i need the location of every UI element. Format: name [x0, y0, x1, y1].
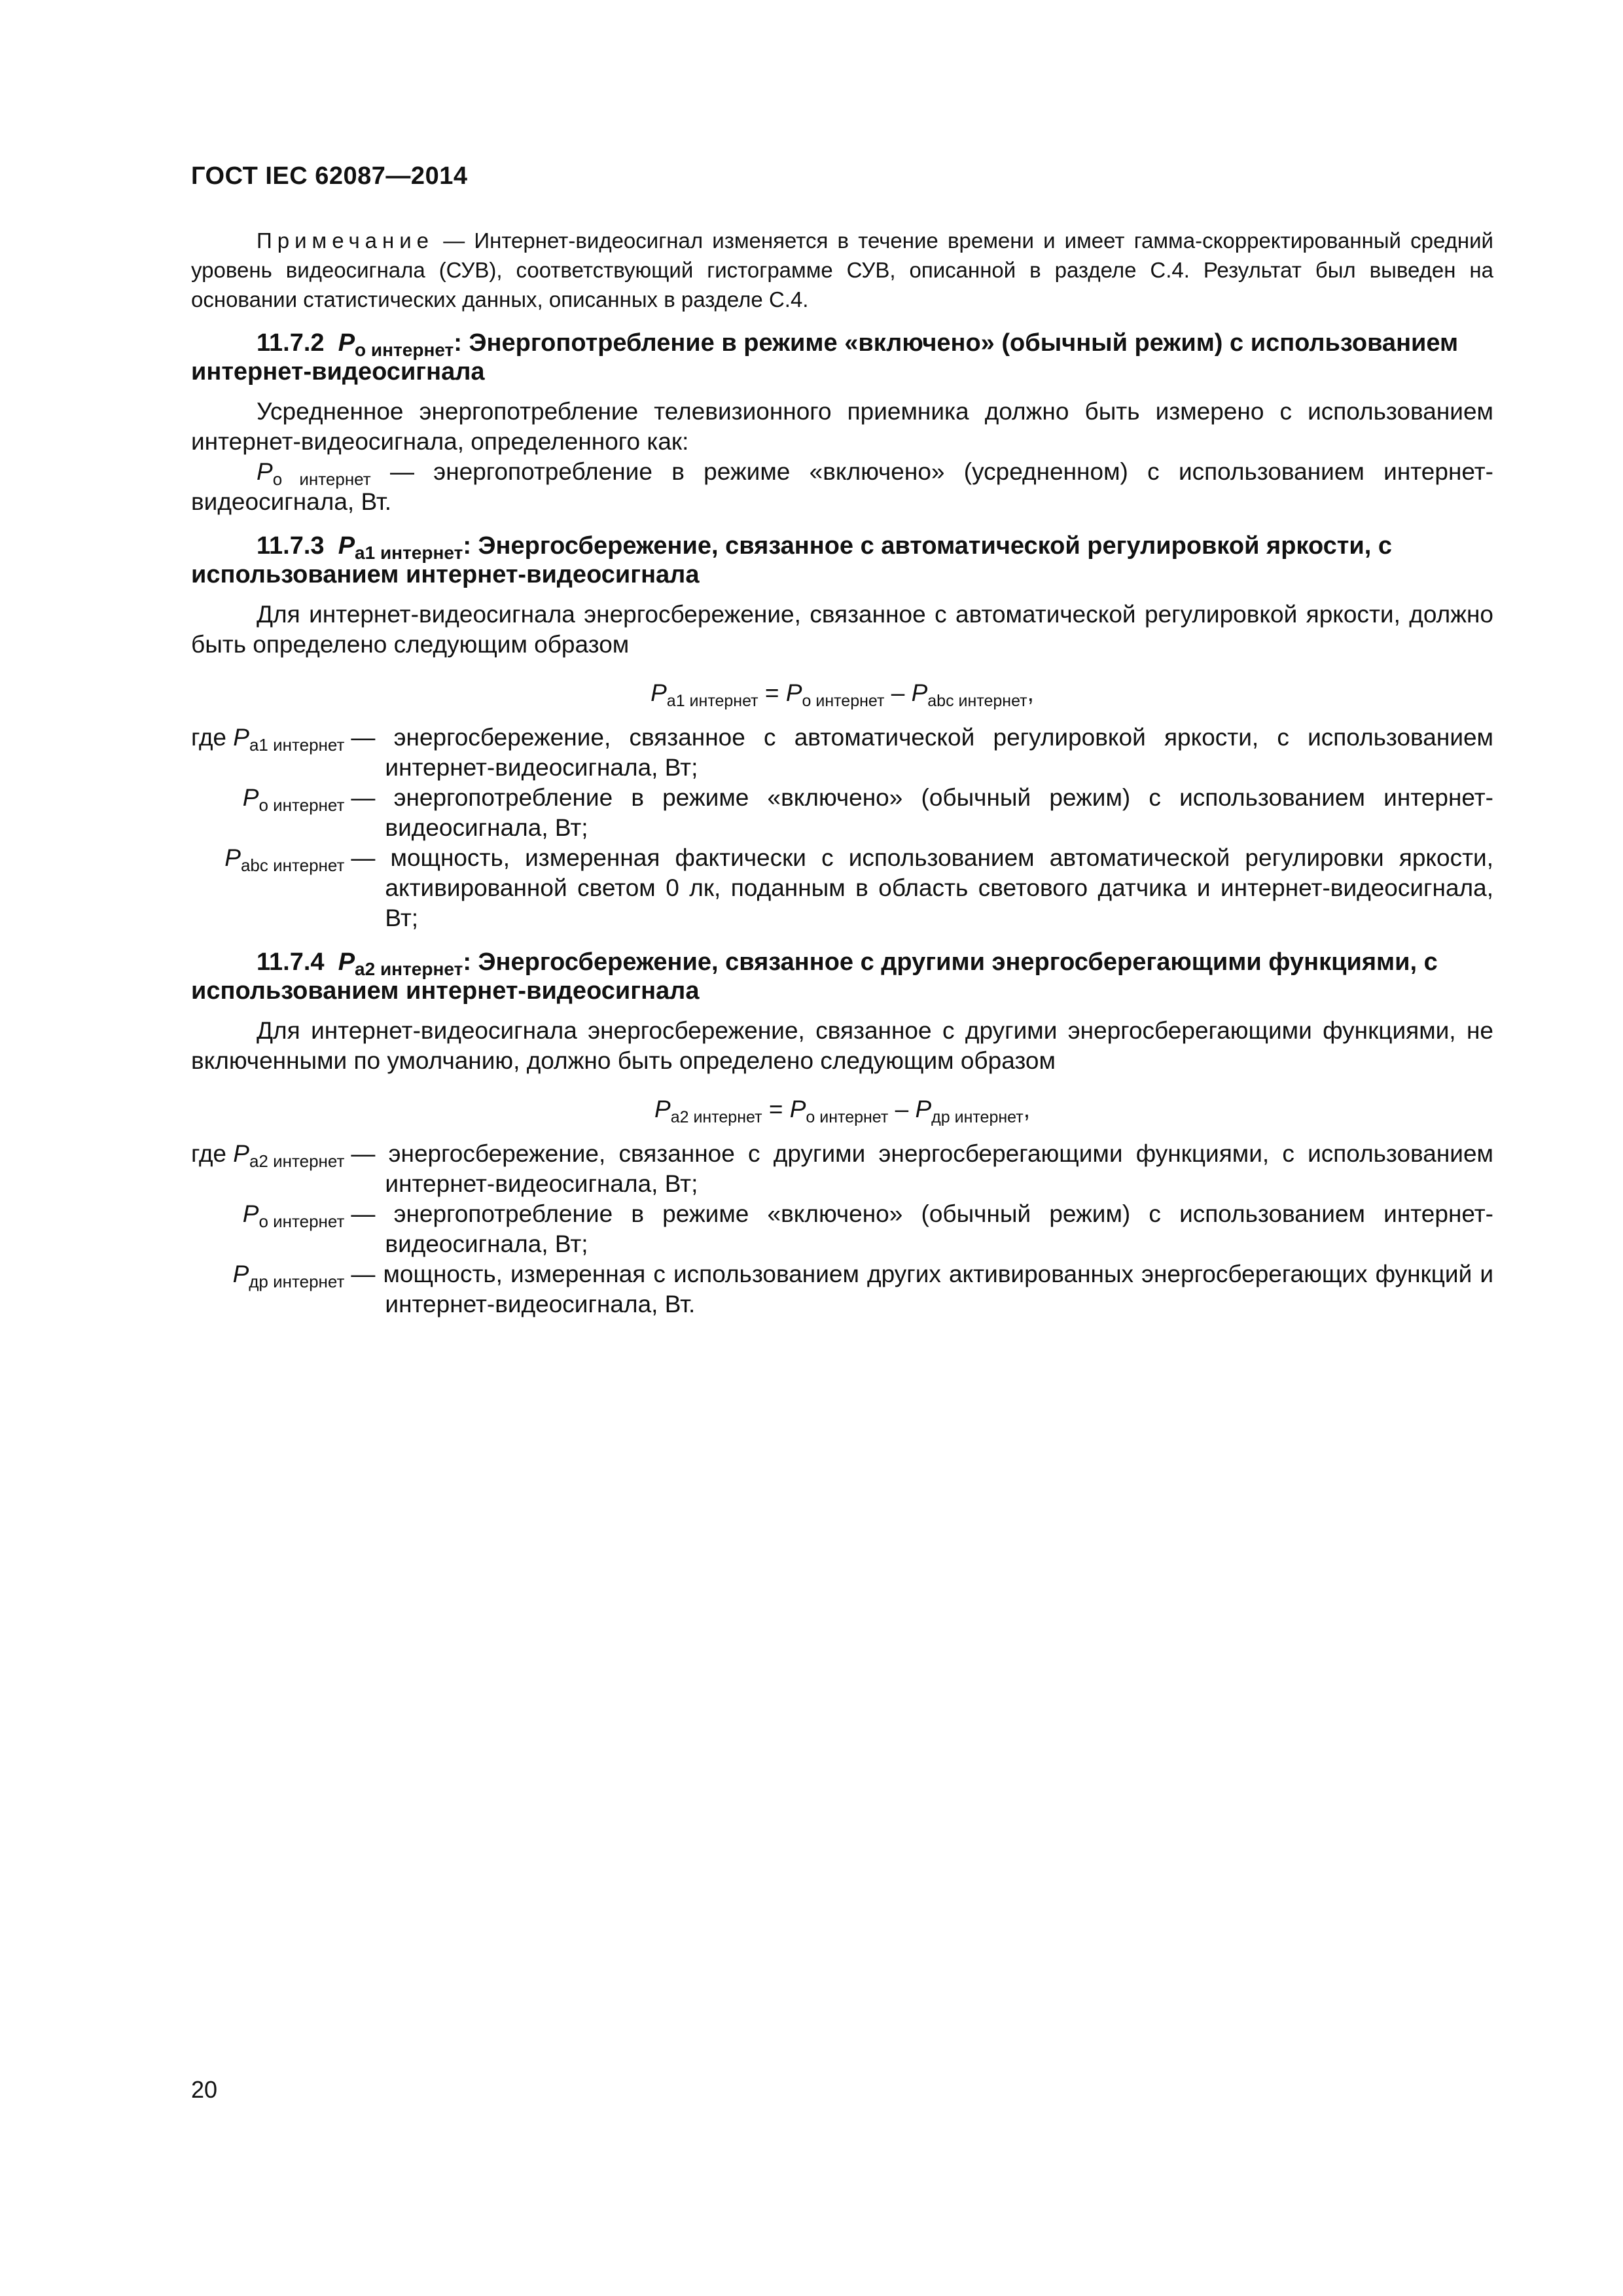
formula-subscript: о интернет: [802, 692, 885, 710]
symbol-subscript: a1 интернет: [355, 543, 463, 563]
formula-symbol: P: [911, 679, 928, 706]
section-number: 11.7.4: [257, 948, 325, 976]
definition-term: [191, 783, 351, 843]
definition-row: [191, 723, 1493, 783]
formula-operator: –: [884, 679, 912, 706]
symbol: P: [338, 329, 355, 357]
symbol-subscript: о интернет: [259, 795, 345, 815]
formula-subscript: abc интернет: [927, 692, 1027, 710]
symbol-subscript: др интернет: [249, 1272, 345, 1291]
symbol-subscript: abc интернет: [240, 855, 345, 875]
formula-subscript: a1 интернет: [666, 692, 758, 710]
definition-text: — энергопотребление в режиме «включено» (усредненном) с использованием интернет-видеосигнала, Вт.: [191, 458, 1493, 515]
symbol-subscript: a2 интернет: [249, 1151, 345, 1171]
formula-subscript: a2 интернет: [670, 1108, 762, 1126]
formula-operator: =: [762, 1096, 790, 1122]
definition-term: [191, 723, 351, 783]
formula-subscript: др интернет: [931, 1108, 1024, 1126]
formula-symbol: P: [785, 679, 802, 706]
definition-text: — энергопотребление в режиме «включено» (обычный режим) с использованием интернет-видеосигнала, Вт;: [351, 1200, 1493, 1257]
section-11-7-4-paragraph: Для интернет-видеосигнала энергосбережение, связанное с другими энергосберегающими функциями, не включенными по умолчанию, должно быть определено следующим образом: [191, 1017, 1493, 1074]
symbol: P: [242, 1200, 259, 1227]
section-11-7-3-paragraph: Для интернет-видеосигнала энергосбережение, связанное с автоматической регулировкой яркости, должно быть определено следующим образом: [191, 601, 1493, 658]
note-text: — Интернет-видеосигнал изменяется в течение времени и имеет гамма-скорректированный средний уровень видеосигнала (СУВ), соответствующий гистограмме СУВ, описанной в разделе С.4. Результат был выведен на основании статистических данных, описанных в разделе С.4.: [191, 228, 1493, 312]
formula-punctuation: ,: [1023, 1096, 1030, 1122]
document-header: ГОСТ IEC 62087—2014: [191, 162, 468, 190]
definition-term: [191, 1259, 351, 1319]
formula-punctuation: ,: [1027, 679, 1034, 706]
where-word: где: [191, 1140, 234, 1167]
section-11-7-3-heading: [191, 531, 1493, 589]
formula-operator: =: [758, 679, 786, 706]
symbol: P: [338, 532, 355, 560]
section-11-7-2-heading: [191, 329, 1493, 386]
definition-text: — энергопотребление в режиме «включено» (обычный режим) с использованием интернет-видеосигнала, Вт;: [351, 784, 1493, 841]
definition-term: [191, 1199, 351, 1259]
section-title: : Энергосбережение, связанное с автоматической регулировкой яркости, с использованием интернет-видеосигнала: [191, 532, 1393, 588]
definition-text: — энергосбережение, связанное с другими энергосберегающими функциями, с использованием интернет-видеосигнала, Вт;: [351, 1140, 1493, 1197]
definition-row: [191, 1259, 1493, 1319]
definition-row: [191, 843, 1493, 933]
definitions-a1: [191, 723, 1493, 933]
symbol: P: [224, 844, 241, 871]
page-number: 20: [191, 2076, 218, 2103]
symbol: P: [233, 1140, 249, 1167]
definition-row: [191, 783, 1493, 843]
definition-text: — энергосбережение, связанное с автоматической регулировкой яркости, с использованием интернет-видеосигнала, Вт;: [351, 724, 1493, 781]
symbol: P: [338, 948, 355, 976]
note-paragraph: [191, 226, 1493, 314]
formula-symbol: P: [654, 1096, 671, 1122]
formula-a2: [191, 1093, 1493, 1126]
where-word: где: [191, 724, 234, 751]
formula-symbol: P: [789, 1096, 806, 1122]
formula-symbol: P: [651, 679, 667, 706]
definition-row: [191, 1139, 1493, 1199]
symbol-subscript: о интернет: [259, 1211, 345, 1231]
section-title: : Энергопотребление в режиме «включено» (обычный режим) с использованием интернет-видеосигнала: [191, 329, 1459, 386]
symbol-subscript: о интернет: [272, 469, 371, 489]
definition-row: [191, 1199, 1493, 1259]
symbol: P: [242, 784, 259, 811]
formula-subscript: о интернет: [806, 1108, 889, 1126]
symbol: P: [232, 1261, 249, 1287]
symbol: P: [257, 458, 273, 485]
symbol-subscript: a2 интернет: [355, 959, 463, 979]
section-number: 11.7.2: [257, 329, 325, 357]
note-label: Примечание: [257, 228, 435, 253]
symbol-subscript: a1 интернет: [249, 735, 345, 755]
formula-a1: [191, 677, 1493, 709]
definitions-a2: [191, 1139, 1493, 1319]
formula-operator: –: [888, 1096, 916, 1122]
section-number: 11.7.3: [257, 532, 325, 560]
section-title: : Энергосбережение, связанное с другими энергосберегающими функциями, с использованием интернет-видеосигнала: [191, 948, 1438, 1005]
section-11-7-2-paragraph: Усредненное энергопотребление телевизионного приемника должно быть измерено с использованием интернет-видеосигнала, определенного как:: [191, 398, 1493, 455]
section-11-7-2-definition: [191, 457, 1493, 517]
symbol-subscript: о интернет: [355, 340, 454, 360]
definition-text: — мощность, измеренная фактически с использованием автоматической регулировки яркости, активированной светом 0 лк, поданным в область светового датчика и интернет-видеосигнала, Вт;: [351, 844, 1493, 931]
symbol: P: [233, 724, 249, 751]
definition-text: — мощность, измеренная с использованием других активированных энергосберегающих функций и интернет-видеосигнала, Вт.: [351, 1261, 1493, 1318]
page-content: [191, 226, 1493, 1319]
definition-term: [191, 843, 351, 933]
formula-symbol: P: [915, 1096, 932, 1122]
definition-term: [191, 1139, 351, 1199]
section-11-7-4-heading: [191, 948, 1493, 1005]
